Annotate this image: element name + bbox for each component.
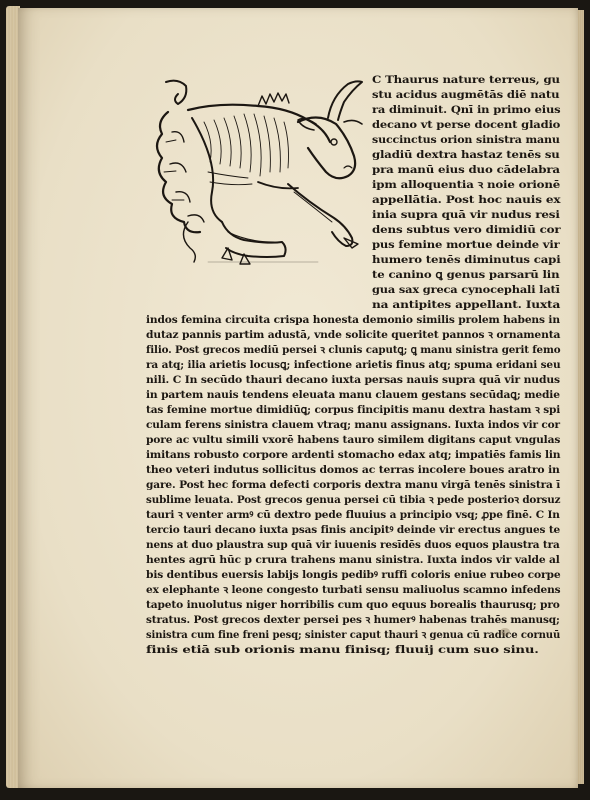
text-line: na antipites appellant. Iuxta [372,299,561,311]
text-line: pus femine mortue deinde vir [372,239,560,251]
text-line: theo veteri indutus sollicitus domos ac terras incolere boues aratro in [146,464,560,476]
text-line: tas femine mortue dimidiūꝗ; corpus fincipitis manu dextra hastam ꝛ spi [146,404,561,416]
text-line: dens subtus vero dimidiū cor [372,224,561,236]
text-line: tercio tauri decano iuxta psas finis ancipitꝰ deinde vir erectus angues te [146,524,561,536]
text-line: tauri ꝛ venter armꝰ cū dextro pede fluuius a principio vsq; ꝓpe finē. C In [146,509,560,521]
text-line: imitans robusto corpore ardenti stomacho edax atq; impatiēs famis lin [146,449,561,461]
text-line: filio. Post grecos mediū persei ꝛ clunis caputꝗ; ꝗ manu sinistra gerit femo [146,344,561,356]
text-line: in partem nauis tendens eleuata manu clauem gestans secūdaꝗ; medie [146,389,560,401]
text-line: indos femina circuita crispa honesta demonio similis prolem habens in [146,314,560,326]
text-line: pore ac vultu simili vxorē habens tauro similem digitans caput vngulas [146,434,561,446]
text-line: tapeto inuolutus niger horribilis cum quo equus borealis thaurusq; pro [146,599,560,611]
text-line: stratus. Post grecos dexter persei pes ꝛ humerꝰ habenas trahēs manusq; [146,614,560,626]
text-line: C Thaurus nature terreus, gu [372,74,560,86]
text-line: te canino ꝗ genus parsarū lin [372,269,560,281]
text-line: ra diminuit. Qnī in primo eius [372,104,561,116]
text-line: nili. C In secūdo thauri decano iuxta persas nauis supra quā vir nudus [146,374,560,386]
text-line: nens at duo plaustra sup quā vir iuuenis resīdēs duos equos plaustra tra [146,539,560,551]
text-line: culam ferens sinistra clauem vtraq; manu assignans. Iuxta indos vir cor [146,419,560,431]
text-line: decano vt perse docent gladio [372,119,561,131]
text-line: hentes agrū hūc p crura trahens manu sinistra. Iuxta indos vir valde al [146,554,560,566]
text-line: gare. Post hec forma defecti corporis dextra manu virgā tenēs sinistra ī [146,479,561,491]
text-line: pra manū eius duo cādelabra [372,164,560,176]
paper-stain [500,628,510,636]
text-line: stu acidus augmētās diē natu [372,89,560,101]
text-line: gladiū dextra hastaz tenēs su [372,149,560,161]
text-line: ex elephante ꝛ leone congesto turbati sensu maliuolus scamno infedens [146,584,561,596]
text-line: succinctus orion sinistra manu [372,134,560,146]
text-line: ipm alloquentia ꝛ noie orionē [372,179,561,191]
text-line: bis dentibus euersis labijs longis pedibꝰ ruffi coloris eniue rubeo corpe [146,569,561,581]
text-line: inia supra quā vir nudus resi [372,209,560,221]
text-line: sinistra cum fine freni pesq; sinister caput thauri ꝛ genua cū radice cornuū [146,629,561,641]
text-line: dutaz pannis partim adustā, vnde solicite queritet pannos ꝛ ornamenta [146,329,561,341]
text-line: ra atq; ilia arietis locusꝗ; infectione arietis finus atq; spuma eridani seu [146,359,561,371]
text-line: humero tenēs diminutus capi [372,254,561,266]
text-line: appellātia. Post hoc nauis ex [372,194,561,206]
text-line: gua sax greca cynocephali latī [372,284,560,296]
text-line: sublime leuata. Post grecos genua persei cū tibia ꝛ pede posterioꝛ dorsuz [146,494,561,506]
text-line: finis etiā sub orionis manu finisq; fluuij cum suo sinu. [146,644,539,656]
